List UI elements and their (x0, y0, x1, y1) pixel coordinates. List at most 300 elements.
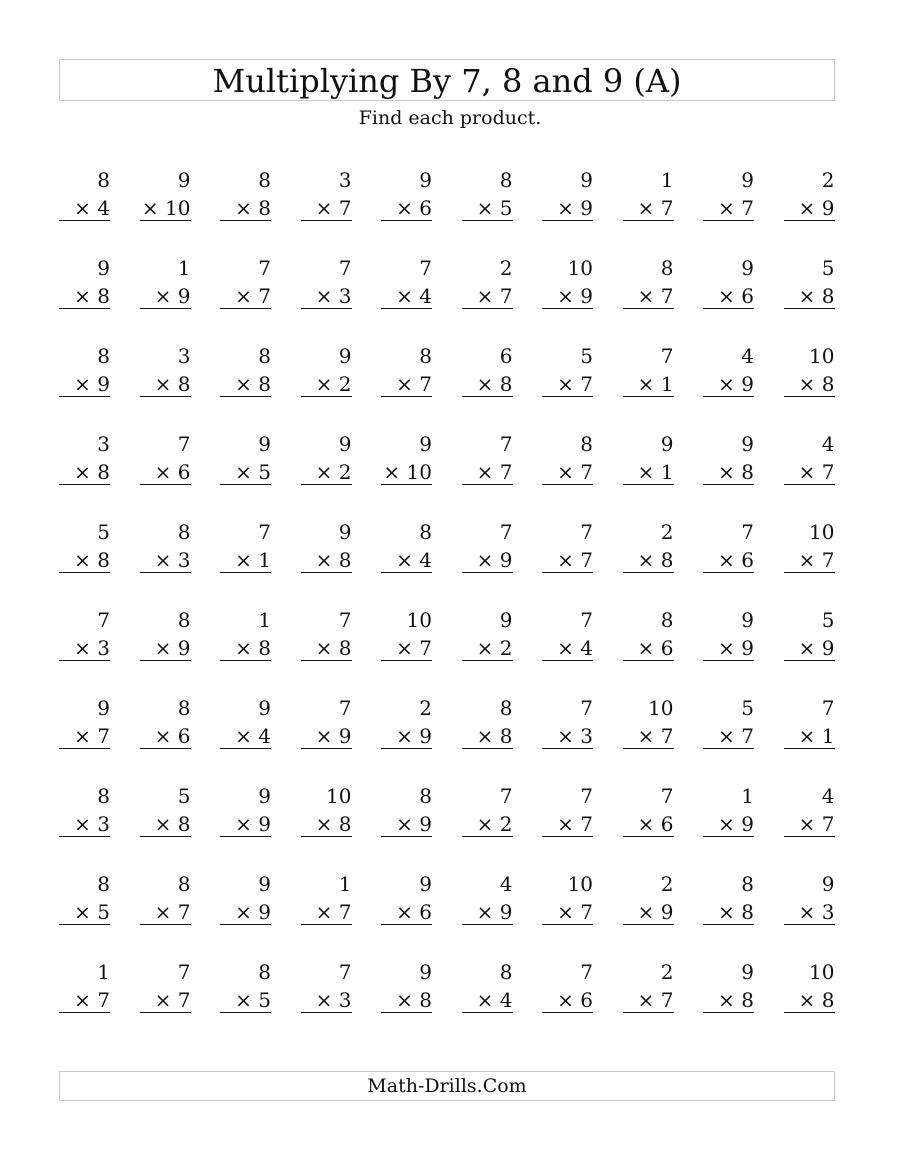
multiplicand: 5 (580, 344, 593, 368)
problem (381, 429, 432, 486)
multiplicand: 9 (97, 696, 110, 720)
multiplicand: 10 (326, 784, 352, 808)
problem (381, 693, 432, 750)
multiplicand: 8 (177, 872, 191, 896)
multiplicand: 4 (741, 344, 754, 368)
problem (140, 957, 191, 1014)
problem (220, 605, 271, 662)
multiplier: × 8 (301, 811, 352, 837)
problem (301, 869, 352, 926)
multiplier: × 9 (462, 547, 513, 573)
multiplicand: 7 (177, 960, 191, 984)
multiplicand: 10 (809, 960, 835, 984)
problem (59, 781, 110, 838)
problem (703, 165, 754, 222)
footer-box (59, 1071, 835, 1101)
multiplier: × 2 (462, 811, 513, 837)
problem (703, 605, 754, 662)
multiplicand: 9 (741, 432, 754, 456)
problem (381, 957, 432, 1014)
multiplier: × 7 (542, 811, 593, 837)
problem (784, 957, 835, 1014)
multiplier: × 7 (703, 723, 754, 749)
problem (703, 429, 754, 486)
problem (220, 957, 271, 1014)
multiplier: × 5 (220, 987, 271, 1013)
multiplicand: 1 (97, 960, 110, 984)
problem (301, 957, 352, 1014)
multiplicand: 7 (660, 784, 674, 808)
multiplicand: 7 (499, 432, 513, 456)
multiplicand: 4 (821, 784, 835, 808)
multiplicand: 3 (177, 344, 191, 368)
problem (784, 253, 835, 310)
multiplier: × 4 (381, 547, 432, 573)
multiplicand: 8 (419, 784, 432, 808)
multiplier: × 1 (784, 723, 835, 749)
multiplicand: 1 (258, 608, 271, 632)
multiplicand: 2 (660, 872, 674, 896)
multiplier: × 8 (784, 371, 835, 397)
problem (301, 429, 352, 486)
multiplicand: 4 (821, 432, 835, 456)
multiplier: × 2 (301, 459, 352, 485)
problem (140, 693, 191, 750)
multiplier: × 6 (623, 635, 674, 661)
problem (623, 605, 674, 662)
multiplier: × 7 (784, 547, 835, 573)
problem (784, 517, 835, 574)
multiplier: × 7 (462, 283, 513, 309)
problem (623, 341, 674, 398)
problem (220, 517, 271, 574)
multiplier: × 10 (140, 195, 191, 221)
multiplier: × 4 (220, 723, 271, 749)
problem (140, 869, 191, 926)
multiplier: × 8 (703, 987, 754, 1013)
multiplier: × 7 (542, 899, 593, 925)
multiplier: × 7 (784, 811, 835, 837)
multiplier: × 3 (59, 811, 110, 837)
multiplier: × 4 (381, 283, 432, 309)
problem (703, 781, 754, 838)
multiplicand: 9 (177, 168, 191, 192)
multiplicand: 7 (499, 784, 513, 808)
multiplier: × 8 (623, 547, 674, 573)
problem (462, 341, 513, 398)
problem (462, 165, 513, 222)
multiplicand: 7 (258, 256, 271, 280)
multiplier: × 6 (703, 547, 754, 573)
multiplicand: 8 (258, 168, 271, 192)
multiplier: × 6 (381, 899, 432, 925)
multiplier: × 8 (220, 195, 271, 221)
problem (623, 429, 674, 486)
multiplicand: 7 (338, 256, 352, 280)
multiplier: × 7 (140, 899, 191, 925)
multiplicand: 8 (499, 960, 513, 984)
problem (59, 165, 110, 222)
multiplicand: 8 (499, 696, 513, 720)
multiplier: × 8 (59, 459, 110, 485)
problem (59, 341, 110, 398)
multiplicand: 5 (821, 608, 835, 632)
multiplier: × 9 (140, 635, 191, 661)
multiplicand: 10 (567, 872, 593, 896)
multiplicand: 10 (567, 256, 593, 280)
multiplicand: 2 (499, 256, 513, 280)
multiplicand: 5 (177, 784, 191, 808)
multiplicand: 9 (741, 168, 754, 192)
multiplier: × 9 (59, 371, 110, 397)
multiplier: × 5 (462, 195, 513, 221)
multiplier: × 9 (140, 283, 191, 309)
multiplicand: 7 (660, 344, 674, 368)
problem (140, 517, 191, 574)
multiplicand: 9 (338, 344, 352, 368)
multiplicand: 5 (741, 696, 754, 720)
problem (462, 869, 513, 926)
multiplicand: 8 (177, 608, 191, 632)
multiplicand: 7 (338, 608, 352, 632)
multiplier: × 8 (301, 635, 352, 661)
problem (703, 693, 754, 750)
multiplicand: 9 (338, 432, 352, 456)
problem (59, 517, 110, 574)
multiplier: × 6 (140, 459, 191, 485)
problem (220, 341, 271, 398)
multiplier: × 9 (703, 811, 754, 837)
multiplier: × 9 (220, 899, 271, 925)
problem (542, 693, 593, 750)
problem (301, 605, 352, 662)
multiplicand: 8 (741, 872, 754, 896)
multiplicand: 10 (809, 344, 835, 368)
multiplicand: 8 (258, 960, 271, 984)
multiplier: × 8 (703, 899, 754, 925)
multiplier: × 9 (703, 371, 754, 397)
multiplier: × 3 (301, 987, 352, 1013)
multiplier: × 7 (542, 371, 593, 397)
problem (462, 693, 513, 750)
multiplier: × 8 (220, 635, 271, 661)
multiplier: × 7 (542, 547, 593, 573)
multiplicand: 2 (660, 960, 674, 984)
multiplicand: 6 (499, 344, 513, 368)
problem (623, 869, 674, 926)
multiplicand: 1 (338, 872, 352, 896)
problem (59, 957, 110, 1014)
multiplier: × 8 (703, 459, 754, 485)
multiplicand: 3 (97, 432, 110, 456)
multiplier: × 8 (784, 283, 835, 309)
problem (542, 605, 593, 662)
problem (784, 605, 835, 662)
multiplicand: 9 (821, 872, 835, 896)
problem (462, 781, 513, 838)
multiplicand: 9 (258, 432, 271, 456)
multiplier: × 2 (301, 371, 352, 397)
multiplicand: 8 (177, 696, 191, 720)
multiplicand: 7 (419, 256, 432, 280)
multiplier: × 6 (703, 283, 754, 309)
problem (542, 165, 593, 222)
multiplier: × 2 (462, 635, 513, 661)
multiplier: × 8 (381, 987, 432, 1013)
problem (220, 693, 271, 750)
problem (784, 341, 835, 398)
multiplicand: 9 (741, 608, 754, 632)
multiplier: × 7 (301, 195, 352, 221)
instructions: Find each product. (358, 107, 542, 129)
problem (542, 341, 593, 398)
problem (703, 341, 754, 398)
problem (381, 781, 432, 838)
problem (140, 165, 191, 222)
multiplicand: 7 (338, 960, 352, 984)
multiplicand: 9 (97, 256, 110, 280)
multiplicand: 9 (419, 168, 432, 192)
multiplier: × 7 (623, 195, 674, 221)
problem (301, 693, 352, 750)
multiplier: × 7 (381, 371, 432, 397)
problem (623, 253, 674, 310)
multiplier: × 6 (542, 987, 593, 1013)
multiplier: × 9 (784, 635, 835, 661)
problem (301, 165, 352, 222)
multiplier: × 8 (220, 371, 271, 397)
problem (784, 165, 835, 222)
multiplicand: 5 (821, 256, 835, 280)
multiplicand: 8 (97, 168, 110, 192)
problem (381, 517, 432, 574)
problem (784, 869, 835, 926)
problem (542, 869, 593, 926)
multiplicand: 9 (419, 432, 432, 456)
multiplicand: 8 (419, 344, 432, 368)
multiplicand: 9 (741, 960, 754, 984)
multiplier: × 9 (220, 811, 271, 837)
problem (542, 253, 593, 310)
multiplicand: 1 (660, 168, 674, 192)
multiplicand: 7 (580, 960, 593, 984)
multiplicand: 9 (741, 256, 754, 280)
problem (703, 957, 754, 1014)
multiplier: × 8 (140, 811, 191, 837)
problem (381, 165, 432, 222)
multiplier: × 7 (623, 723, 674, 749)
multiplicand: 2 (419, 696, 432, 720)
problem (623, 693, 674, 750)
problem (220, 165, 271, 222)
multiplicand: 9 (419, 872, 432, 896)
multiplier: × 1 (623, 371, 674, 397)
problem-grid (59, 165, 839, 1014)
multiplicand: 9 (258, 784, 271, 808)
problem (542, 517, 593, 574)
multiplicand: 8 (97, 344, 110, 368)
multiplicand: 2 (821, 168, 835, 192)
multiplicand: 3 (338, 168, 352, 192)
multiplicand: 7 (580, 696, 593, 720)
multiplier: × 8 (301, 547, 352, 573)
problem (542, 957, 593, 1014)
problem (703, 253, 754, 310)
multiplicand: 9 (660, 432, 674, 456)
problem (784, 781, 835, 838)
multiplicand: 8 (580, 432, 593, 456)
multiplier: × 9 (542, 283, 593, 309)
problem (140, 429, 191, 486)
multiplicand: 9 (258, 872, 271, 896)
multiplier: × 8 (59, 547, 110, 573)
multiplier: × 3 (542, 723, 593, 749)
problem (462, 605, 513, 662)
multiplier: × 7 (59, 723, 110, 749)
multiplicand: 9 (338, 520, 352, 544)
problem (220, 253, 271, 310)
problem (140, 781, 191, 838)
problem (301, 253, 352, 310)
multiplicand: 8 (660, 608, 674, 632)
multiplicand: 1 (177, 256, 191, 280)
problem (59, 253, 110, 310)
multiplier: × 9 (462, 899, 513, 925)
problem (220, 429, 271, 486)
problem (623, 781, 674, 838)
multiplicand: 7 (338, 696, 352, 720)
problem (301, 341, 352, 398)
multiplicand: 8 (258, 344, 271, 368)
multiplicand: 10 (648, 696, 674, 720)
multiplier: × 8 (784, 987, 835, 1013)
multiplicand: 8 (499, 168, 513, 192)
multiplier: × 7 (623, 283, 674, 309)
multiplicand: 7 (177, 432, 191, 456)
multiplicand: 7 (580, 520, 593, 544)
multiplier: × 7 (623, 987, 674, 1013)
problem (381, 341, 432, 398)
title-box (59, 59, 835, 101)
multiplier: × 9 (381, 811, 432, 837)
multiplicand: 7 (580, 784, 593, 808)
problem (220, 869, 271, 926)
multiplier: × 7 (703, 195, 754, 221)
problem (140, 341, 191, 398)
multiplicand: 8 (419, 520, 432, 544)
multiplier: × 3 (784, 899, 835, 925)
multiplicand: 1 (741, 784, 754, 808)
problem (542, 429, 593, 486)
problem (59, 869, 110, 926)
multiplier: × 7 (59, 987, 110, 1013)
problem (542, 781, 593, 838)
problem (301, 781, 352, 838)
multiplier: × 4 (542, 635, 593, 661)
problem (623, 517, 674, 574)
multiplier: × 9 (703, 635, 754, 661)
multiplier: × 9 (542, 195, 593, 221)
problem (462, 429, 513, 486)
multiplicand: 5 (97, 520, 110, 544)
multiplier: × 1 (623, 459, 674, 485)
multiplicand: 7 (741, 520, 754, 544)
problem (59, 429, 110, 486)
multiplier: × 7 (462, 459, 513, 485)
problem (301, 517, 352, 574)
multiplier: × 7 (784, 459, 835, 485)
multiplier: × 8 (59, 283, 110, 309)
multiplicand: 10 (809, 520, 835, 544)
problem (784, 693, 835, 750)
multiplier: × 7 (542, 459, 593, 485)
problem (381, 605, 432, 662)
problem (784, 429, 835, 486)
problem (462, 517, 513, 574)
multiplicand: 4 (499, 872, 513, 896)
multiplier: × 7 (140, 987, 191, 1013)
multiplicand: 9 (258, 696, 271, 720)
multiplier: × 3 (59, 635, 110, 661)
multiplier: × 3 (301, 283, 352, 309)
problem (59, 693, 110, 750)
multiplier: × 6 (140, 723, 191, 749)
multiplicand: 7 (580, 608, 593, 632)
multiplier: × 4 (462, 987, 513, 1013)
multiplier: × 4 (59, 195, 110, 221)
multiplier: × 6 (623, 811, 674, 837)
multiplier: × 3 (140, 547, 191, 573)
problem (140, 253, 191, 310)
problem (462, 253, 513, 310)
multiplier: × 7 (301, 899, 352, 925)
multiplier: × 7 (220, 283, 271, 309)
multiplier: × 5 (59, 899, 110, 925)
multiplicand: 8 (660, 256, 674, 280)
multiplicand: 7 (258, 520, 271, 544)
multiplicand: 7 (499, 520, 513, 544)
multiplier: × 8 (462, 371, 513, 397)
problem (381, 253, 432, 310)
problem (623, 957, 674, 1014)
problem (462, 957, 513, 1014)
multiplicand: 9 (580, 168, 593, 192)
problem (703, 517, 754, 574)
page-title: Multiplying By 7, 8 and 9 (A) (212, 62, 682, 100)
multiplicand: 9 (499, 608, 513, 632)
multiplicand: 7 (821, 696, 835, 720)
multiplier: × 9 (301, 723, 352, 749)
problem (703, 869, 754, 926)
multiplier: × 8 (140, 371, 191, 397)
multiplicand: 2 (660, 520, 674, 544)
multiplier: × 8 (462, 723, 513, 749)
footer-text: Math-Drills.Com (367, 1075, 527, 1097)
multiplier: × 9 (623, 899, 674, 925)
multiplicand: 8 (97, 784, 110, 808)
problem (59, 605, 110, 662)
multiplicand: 8 (97, 872, 110, 896)
multiplier: × 9 (381, 723, 432, 749)
multiplicand: 9 (419, 960, 432, 984)
multiplicand: 7 (97, 608, 110, 632)
problem (140, 605, 191, 662)
multiplier: × 5 (220, 459, 271, 485)
multiplier: × 6 (381, 195, 432, 221)
multiplier: × 10 (381, 459, 432, 485)
problem (381, 869, 432, 926)
multiplicand: 8 (177, 520, 191, 544)
